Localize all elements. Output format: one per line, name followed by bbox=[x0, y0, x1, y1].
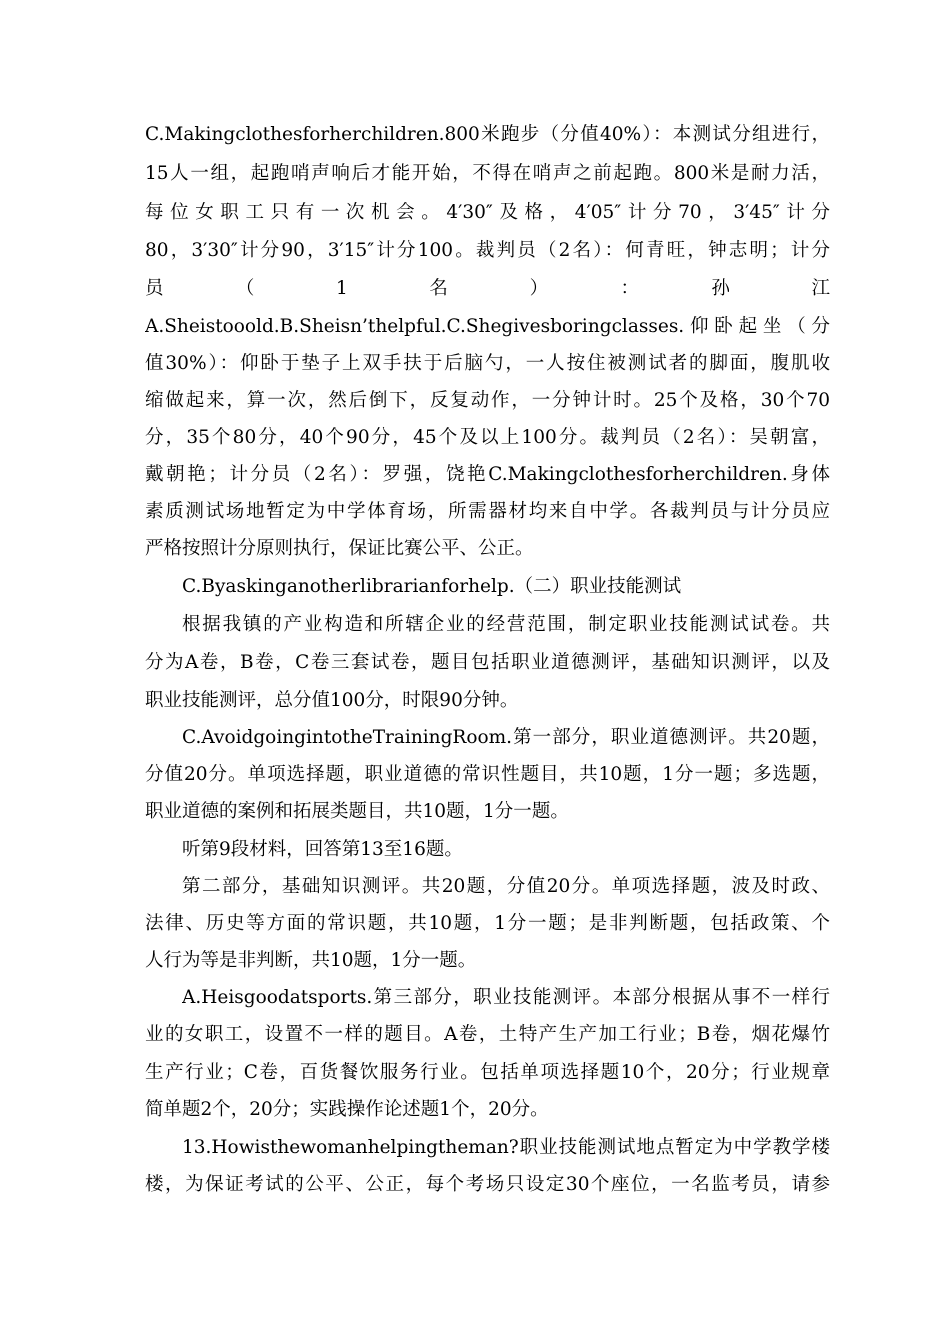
text-line: 业的女职工，设置不一样的题目。A卷，土特产生产加工行业；B卷，烟花爆竹 bbox=[145, 1024, 830, 1045]
text-line: 职业技能测评，总分值100分，时限90分钟。 bbox=[145, 690, 519, 711]
text-line: 15人一组，起跑哨声响后才能开始，不得在哨声之前起跑。800米是耐力活， bbox=[145, 163, 830, 184]
text-line: 根据我镇的产业构造和所辖企业的经营范围，制定职业技能测试试卷。共 bbox=[182, 614, 830, 635]
text-line: 楼，为保证考试的公平、公正，每个考场只设定30个座位，一名监考员，请参 bbox=[145, 1174, 830, 1195]
text-line: 分，35个80分，40个90分，45个及以上100分。裁判员（2名）：吴朝富， bbox=[145, 427, 830, 448]
text-line: 值30%）：仰卧于垫子上双手扶于后脑勺，一人按住被测试者的脚面，腹肌收 bbox=[145, 353, 830, 374]
text-line: 第二部分，基础知识测评。共20题，分值20分。单项选择题，波及时政、 bbox=[182, 876, 830, 897]
text-line: 素质测试场地暂定为中学体育场，所需器材均来自中学。各裁判员与计分员应 bbox=[145, 501, 830, 522]
text-line: 13.Howisthewomanhelpingtheman?职业技能测试地点暂定为中学教学楼 bbox=[182, 1137, 830, 1158]
text-line: 缩做起来，算一次，然后倒下，反复动作，一分钟计时。25个及格，30个70 bbox=[145, 390, 830, 411]
text-line: A.Heisgoodatsports.第三部分，职业技能测评。本部分根据从事不一样行 bbox=[182, 987, 830, 1008]
text-line: 人行为等是非判断，共10题，1分一题。 bbox=[145, 950, 477, 971]
text-line: 分为A卷，B卷，C卷三套试卷，题目包括职业道德测评，基础知识测评，以及 bbox=[145, 652, 830, 673]
text-line: 职业道德的案例和拓展类题目，共10题，1分一题。 bbox=[145, 801, 569, 822]
text-line: 分值20分。单项选择题，职业道德的常识性题目，共10题，1分一题；多选题， bbox=[145, 764, 830, 785]
text-line: C.Makingclothesforherchildren.800米跑步（分值40%）：本测试分组进行， bbox=[145, 124, 830, 145]
text-line: 员 （ 1 名 ） ： 孙 江 bbox=[145, 278, 830, 299]
text-line: 简单题2个，20分；实践操作论述题1个，20分。 bbox=[145, 1099, 549, 1120]
text-line: 听第9段材料，回答第13至16题。 bbox=[182, 839, 463, 860]
text-line: 每位女职工只有一次机会。4′30″及格，4′05″计分70，3′45″计分 bbox=[145, 202, 830, 223]
text-line: A.Sheistooold.B.Sheisn’thelpful.C.Shegivesboringclasses.仰卧起坐（分 bbox=[145, 316, 830, 337]
text-line: 生产行业；C卷，百货餐饮服务行业。包括单项选择题10个，20分；行业规章 bbox=[145, 1062, 830, 1083]
text-line: 戴朝艳；计分员（2名）：罗强，饶艳C.Makingclothesforherchildren.身体 bbox=[145, 464, 830, 485]
text-line: C.Byaskinganotherlibrarianforhelp.（二）职业技能测试 bbox=[182, 576, 682, 597]
text-line: 严格按照计分原则执行，保证比赛公平、公正。 bbox=[145, 538, 534, 559]
text-line: 法律、历史等方面的常识题，共10题，1分一题；是非判断题，包括政策、个 bbox=[145, 913, 830, 934]
text-line: C.AvoidgoingintotheTrainingRoom.第一部分，职业道德测评。共20题， bbox=[182, 727, 830, 748]
text-line: 80，3′30″计分90，3′15″计分100。裁判员（2名）：何青旺，钟志明；计分 bbox=[145, 240, 830, 261]
